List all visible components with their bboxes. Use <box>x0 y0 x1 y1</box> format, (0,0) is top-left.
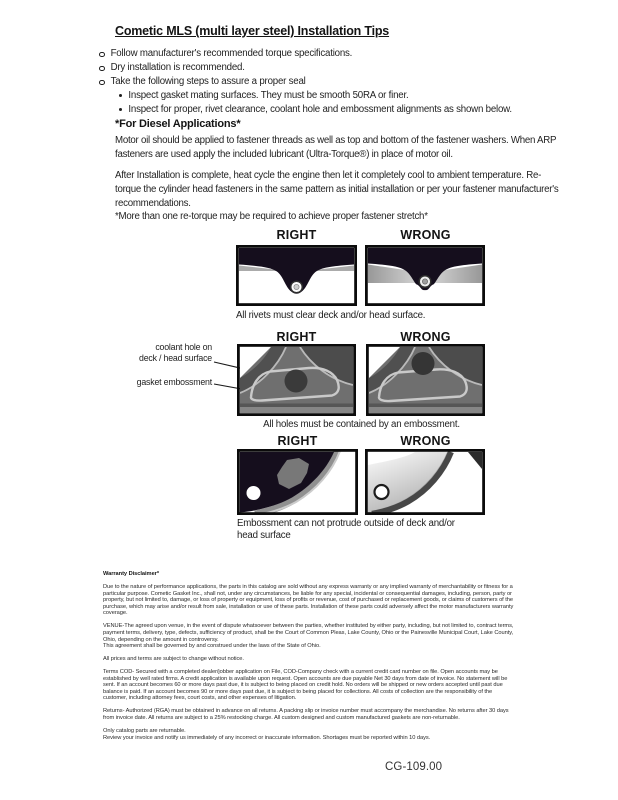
right-label: RIGHT <box>276 228 317 242</box>
wrong-label: WRONG <box>400 330 451 344</box>
embossment-right-diagram <box>237 449 358 515</box>
diesel-paragraph-2: After Installation is complete, heat cycle the engine then let it completely cool to ambient temperature. Re-torque the cylinder head fasteners in the same pattern as initial installation or per your fastener manufacturer's recommendations. <box>115 170 559 209</box>
wrong-label: WRONG <box>400 228 451 242</box>
list-item <box>119 103 569 117</box>
tip-text: Follow manufacturer's recommended torque specifications. <box>110 48 353 59</box>
coolant-hole <box>285 370 308 393</box>
catalog-page-code: CG-109.00 <box>385 761 443 773</box>
coolant-hole <box>412 352 435 375</box>
right-label: RIGHT <box>277 434 318 448</box>
tip-text: Take the following steps to assure a proper seal <box>110 76 306 87</box>
tip-text: Dry installation is recommended. <box>110 62 245 73</box>
warranty-disclaimer <box>103 571 517 748</box>
holes-right-diagram <box>237 344 356 416</box>
disclaimer-heading: Warranty Disclaimer* <box>103 571 160 577</box>
disclaimer-paragraph: VENUE-The agreed upon venue, in the event of dispute whatsoever between the parties, whether instituted by either party, including, but not limited to, contract terms, payment terms, delivery, type, defects, sufficiency of product, shall be the Court of Common Pleas, Lake County, Ohio or the Painesville Municipal Court, Lake County, Ohio, depending on the amount in controversy. <box>103 623 514 643</box>
rivet-wrong-diagram <box>365 245 485 306</box>
rivet-diagram-labels <box>236 228 486 242</box>
disclaimer-paragraph: All prices and terms are subject to change without notice. <box>103 656 244 663</box>
list-item <box>99 47 569 61</box>
disclaimer-paragraph: Returns- Authorized (RGA) must be obtained in advance on all returns. A packing slip or invoice number must accompany the merchandise. No returns after 30 days from invoice date. All returns are subject to a 25% restocking charge. All custom designed and custom manufactured gaskets are non-returnable. <box>103 708 509 722</box>
circle-bullet-icon <box>99 66 105 72</box>
list-item <box>99 61 569 75</box>
circle-bullet-icon <box>99 52 105 58</box>
disclaimer-paragraph: This agreement shall be governed by and construed under the laws of the State of Ohio. <box>103 643 321 650</box>
wrong-label: WRONG <box>400 434 451 448</box>
right-label: RIGHT <box>276 330 317 344</box>
rivet-caption: All rivets must clear deck and/or head surface. <box>236 310 426 321</box>
embossment-diagram-labels <box>237 434 486 448</box>
holes-caption: All holes must be contained by an embossment. <box>263 419 460 430</box>
rivet-right-diagram <box>236 245 357 306</box>
list-item <box>99 75 569 89</box>
embossment-caption: Embossment can not protrude outside of deck and/or head surface <box>237 518 455 541</box>
dot-bullet-icon <box>119 94 122 97</box>
disclaimer-paragraph: Due to the nature of performance applications, the parts in this catalog are sold without any express warranty or any implied warranty of merchantability or fitness for a particular purpose. Cometic Gasket Inc., shall not, under any circumstances, be liable for any special, incidental or consequential damages, including, person, party or property, but not limited to, damage, or loss of property or equipment, loss of profits or revenue, cost of purchased or replacement goods, or claims of customers of the purchase, which may arise and/or result from sale, installation or use of these parts. Installation of these parts could adversely affect the motor manufacturers warranty coverage. <box>103 583 514 617</box>
circle-bullet-icon <box>99 80 105 86</box>
disclaimer-paragraph: Review your invoice and notify us immediately of any incorrect or inaccurate information. Shortages must be reported within 10 days. <box>103 734 431 741</box>
coolant-hole-label-line1: coolant hole on <box>155 342 212 352</box>
list-item <box>119 89 569 103</box>
holes-wrong-diagram <box>366 344 485 416</box>
coolant-hole-label-line2: deck / head surface <box>139 352 212 363</box>
disclaimer-paragraph: Terms COD- Secured with a completed dealer/jobber application on File, COD-Company check with a current credit card number on file. Open accounts may be established by well rated firms. A credit application is available upon request. Open accounts are due payable Net 30 days from date of invoice. No statement will be sent. If an account becomes 60 or more days past due, it is subject to being placed on credit hold. No orders will be shipped or new orders accepted until past due balance is paid. If an account becomes 90 or more days past due, it is subject to being placed for collections. All costs of collection are the responsibility of the customer, including attorney fees, court costs, and other expenses of litigation. <box>103 669 508 702</box>
disclaimer-paragraph: Only catalog parts are returnable. <box>103 728 186 735</box>
tip-text: Inspect gasket mating surfaces. They must be smooth 50RA or finer. <box>128 90 409 101</box>
bolt-hole <box>375 485 389 499</box>
dot-bullet-icon <box>119 108 122 111</box>
diesel-paragraph-1: Motor oil should be applied to fastener threads as well as top and bottom of the fastener washers. When ARP fasteners are used apply the included lubricant (Ultra-Torque®) in place of motor oil. <box>115 135 557 160</box>
diesel-heading: *For Diesel Applications* <box>115 118 241 130</box>
holes-diagram-labels <box>237 330 485 344</box>
tip-text: Inspect for proper, rivet clearance, coolant hole and embossment alignments as shown below. <box>128 104 512 115</box>
installation-tips-list <box>99 47 569 117</box>
page-title: Cometic MLS (multi layer steel) Installation Tips <box>115 24 390 38</box>
bolt-hole <box>247 486 261 500</box>
retorque-note: *More than one re-torque may be required to achieve proper fastener stretch* <box>115 211 428 222</box>
gasket-embossment-label: gasket embossment <box>136 377 212 387</box>
coolant-hole-label <box>105 342 212 363</box>
embossment-wrong-diagram <box>365 449 485 515</box>
